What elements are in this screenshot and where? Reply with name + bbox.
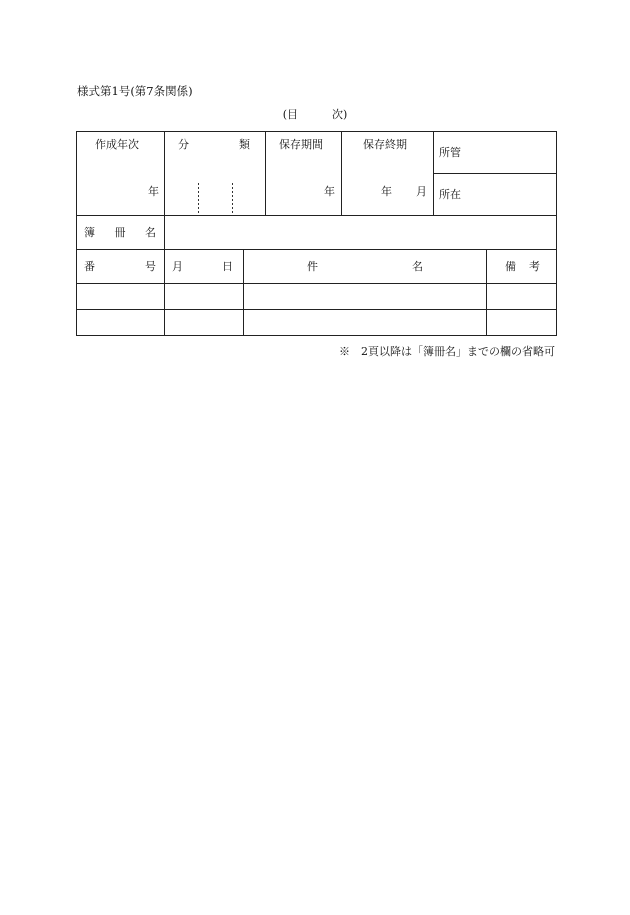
retention-year-unit: 年 bbox=[324, 185, 335, 198]
number-left: 番 bbox=[84, 260, 95, 273]
remarks-right: 考 bbox=[529, 260, 540, 273]
end-month-unit: 月 bbox=[416, 185, 427, 198]
end-year-unit: 年 bbox=[381, 185, 392, 198]
column-subject bbox=[307, 261, 423, 272]
header-created-year: 作成年次 bbox=[95, 138, 139, 151]
heading-close: 次) bbox=[332, 108, 348, 121]
column-date bbox=[172, 261, 233, 272]
number-right: 号 bbox=[145, 260, 156, 273]
remarks-left: 備 bbox=[505, 260, 516, 273]
register-char-2: 冊 bbox=[114, 226, 126, 239]
date-month: 月 bbox=[172, 260, 183, 273]
subject-left: 件 bbox=[307, 260, 318, 273]
classification-right: 類 bbox=[239, 138, 250, 151]
date-day: 日 bbox=[222, 260, 233, 273]
header-location: 所在 bbox=[439, 188, 461, 201]
header-jurisdiction: 所管 bbox=[439, 146, 461, 159]
subject-right: 名 bbox=[412, 260, 423, 273]
heading-open: (目 bbox=[282, 108, 298, 121]
register-char-1: 簿 bbox=[84, 226, 95, 239]
form-title: 様式第1号(第7条関係) bbox=[77, 84, 193, 98]
footnote: ※ 2頁以降は「簿冊名」までの欄の省略可 bbox=[339, 345, 555, 358]
column-number bbox=[84, 261, 156, 272]
classification-left: 分 bbox=[178, 138, 189, 151]
header-retention-period: 保存期間 bbox=[279, 138, 323, 151]
column-remarks bbox=[505, 261, 540, 272]
register-char-3: 名 bbox=[145, 226, 156, 239]
header-retention-end: 保存終期 bbox=[363, 138, 407, 151]
header-classification bbox=[178, 139, 250, 150]
created-year-unit: 年 bbox=[148, 185, 159, 198]
register-name-label bbox=[84, 227, 156, 238]
